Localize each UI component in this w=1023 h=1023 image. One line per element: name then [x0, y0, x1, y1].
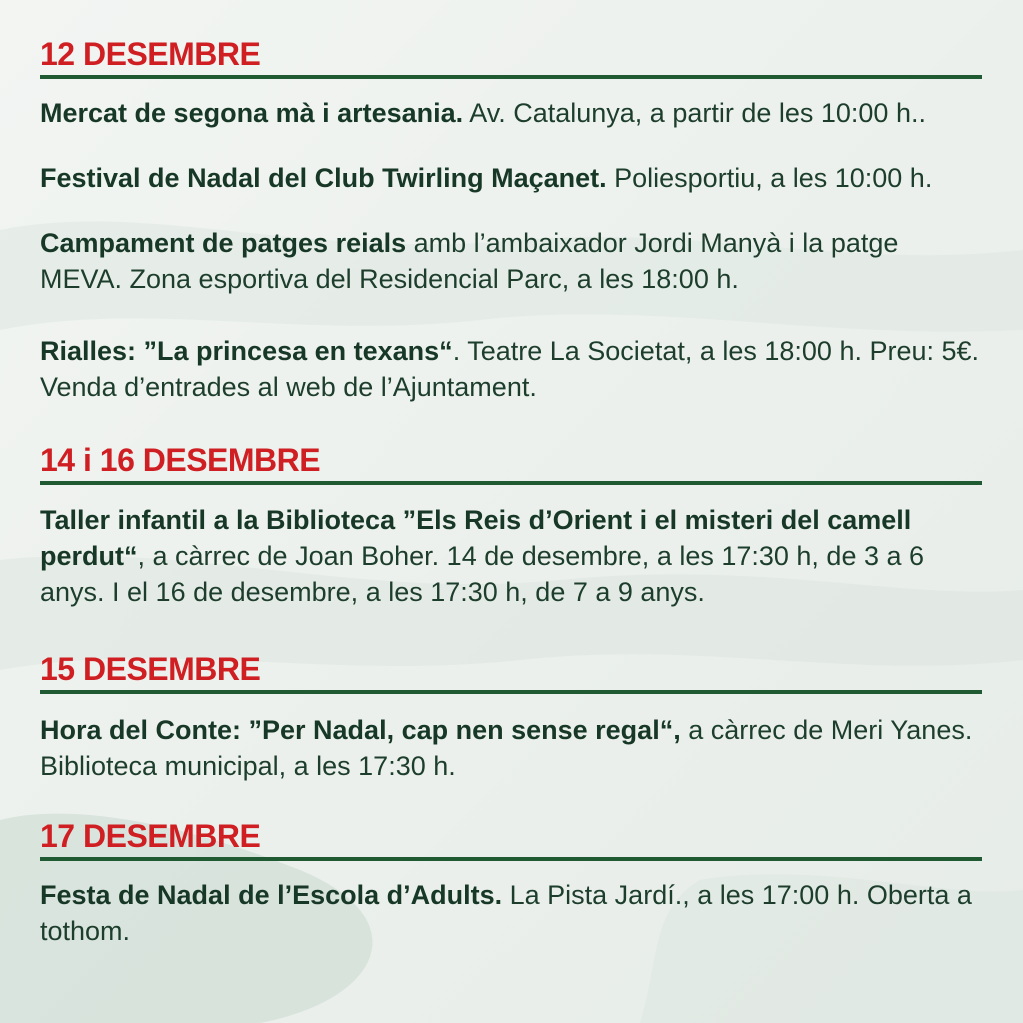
- event-item: [40, 95, 982, 131]
- section-date-heading: 14 i 16 DESEMBRE: [40, 442, 321, 478]
- event-detail: Poliesportiu, a les 10:00 h.: [606, 163, 933, 193]
- section-divider: [40, 690, 982, 694]
- event-detail: amb l’ambaixador Jordi Manyà i la patge MEVA. Zona esportiva del Residencial Parc, a les 18:00 h.: [40, 228, 899, 294]
- event-title: Festival de Nadal del Club Twirling Maçanet.: [40, 163, 607, 193]
- section-date-heading: 17 DESEMBRE: [40, 818, 261, 854]
- event-title: Festa de Nadal de l’Escola d’Adults.: [40, 880, 503, 910]
- section-17-desembre: [40, 817, 982, 861]
- event-detail: Av. Catalunya, a partir de les 10:00 h..: [463, 98, 926, 128]
- event-title: Hora del Conte: ”Per Nadal, cap nen sense regal“,: [40, 715, 681, 745]
- event-item: [40, 502, 982, 610]
- event-item: [40, 333, 982, 405]
- event-title: Taller infantil a la Biblioteca ”Els Reis d’Orient i el misteri del camell perdut“: [40, 505, 912, 571]
- event-title: Rialles: ”La princesa en texans“: [40, 336, 453, 366]
- event-detail: . Teatre La Societat, a les 18:00 h. Preu: 5€. Venda d’entrades al web de l’Ajuntament.: [40, 336, 980, 402]
- event-item: [40, 160, 982, 196]
- section-divider: [40, 857, 982, 861]
- section-date-heading: 15 DESEMBRE: [40, 651, 261, 687]
- event-item: [40, 712, 982, 784]
- event-detail: La Pista Jardí., a les 17:00 h. Oberta a tothom.: [40, 880, 972, 946]
- event-title: Mercat de segona mà i artesania.: [40, 98, 464, 128]
- section-date-heading: 12 DESEMBRE: [40, 36, 261, 72]
- section-12-desembre: [40, 35, 982, 79]
- event-detail: , a càrrec de Joan Boher. 14 de desembre, a les 17:30 h, de 3 a 6 anys. I el 16 de desembre, a les 17:30 h, de 7 a 9 anys.: [40, 541, 925, 607]
- section-divider: [40, 481, 982, 485]
- event-item: [40, 225, 982, 297]
- section-15-desembre: [40, 650, 982, 694]
- section-14-16-desembre: [40, 441, 982, 485]
- event-item: [40, 877, 982, 949]
- event-detail: a càrrec de Meri Yanes. Biblioteca municipal, a les 17:30 h.: [40, 715, 973, 781]
- section-divider: [40, 75, 982, 79]
- event-title: Campament de patges reials: [40, 228, 407, 258]
